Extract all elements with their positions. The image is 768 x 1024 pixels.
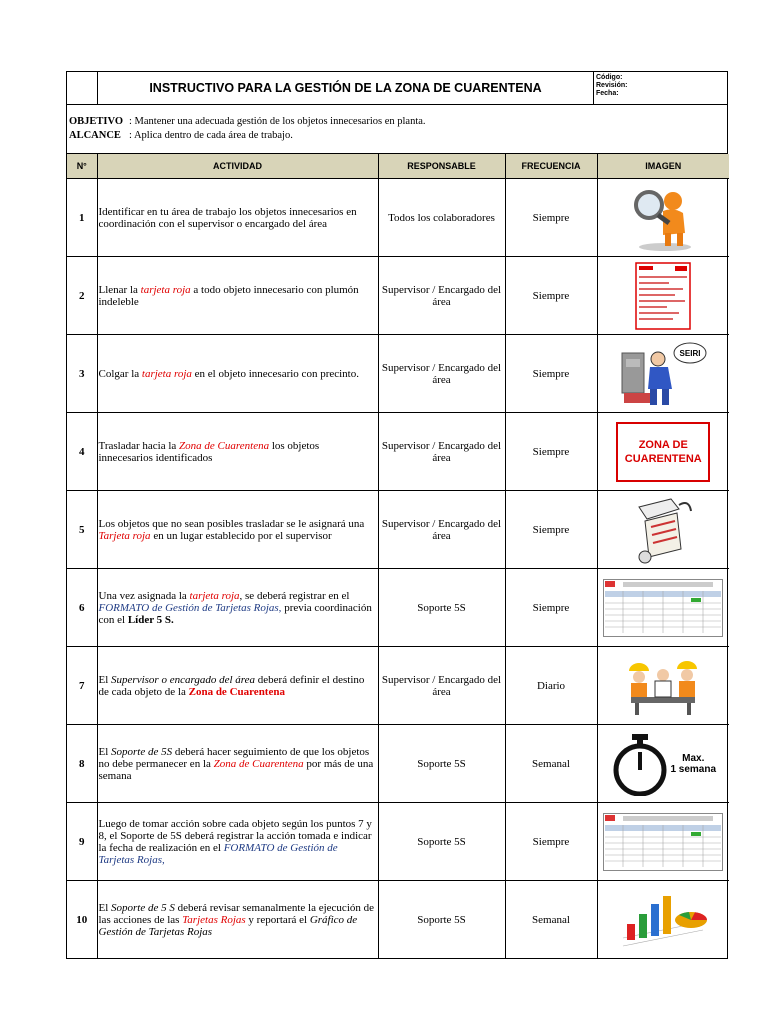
activity-cell <box>97 725 378 803</box>
instructivo-document <box>66 71 728 959</box>
objetivo-label: OBJETIVO <box>69 116 124 127</box>
tarjeta-roja-text: Tarjeta roja <box>98 529 151 542</box>
soporte-text: Soporte de 5 S <box>111 901 175 914</box>
table-row <box>67 803 729 881</box>
quarantine-zone-sign-icon: ZONA DE CUARENTENA <box>616 422 710 482</box>
image-cell <box>597 569 729 647</box>
activities-table <box>67 154 729 958</box>
seiri-label: SEIRI <box>679 348 701 358</box>
row-number: 6 <box>67 569 97 647</box>
stopwatch-icon <box>610 732 670 796</box>
zona-cuarentena-text: Zona de Cuarentena <box>213 757 304 770</box>
activity-text: y reportará el <box>245 913 310 926</box>
activity-cell <box>97 257 378 335</box>
supervisor-text: Supervisor o encargado del área <box>111 673 256 686</box>
responsable-cell: Supervisor / Encargado del área <box>378 647 505 725</box>
grafico-text: Gráfico de Gestión de Tarjetas Rojas <box>98 913 358 938</box>
activity-text: Llenar la <box>98 283 141 296</box>
frecuencia-cell: Diario <box>505 647 597 725</box>
activity-text: , se deberá registrar en el <box>239 589 350 602</box>
activity-cell <box>97 881 378 959</box>
activity-text: a todo objeto innecesario con plumón indeleble <box>98 283 359 308</box>
soporte-text: Soporte de 5S <box>111 745 173 758</box>
red-tag-form-icon <box>635 262 691 330</box>
table-row <box>67 647 729 725</box>
alcance-label: ALCANCE <box>69 130 121 141</box>
row-number: 9 <box>67 803 97 881</box>
activity-text: El <box>98 673 112 686</box>
col-imagen-header: IMAGEN <box>597 154 729 179</box>
frecuencia-cell: Siempre <box>505 803 597 881</box>
table-row <box>67 335 729 413</box>
frecuencia-cell: Siempre <box>505 569 597 647</box>
row-number: 7 <box>67 647 97 725</box>
image-cell <box>597 881 729 959</box>
max-semana-label <box>670 753 716 775</box>
document-title: INSTRUCTIVO PARA LA GESTIÓN DE LA ZONA DE CUARENTENA <box>98 72 594 104</box>
table-row <box>67 569 729 647</box>
image-cell <box>597 257 729 335</box>
tarjetas-rojas-text: Tarjetas Rojas <box>182 913 246 926</box>
activity-text: El <box>98 901 112 914</box>
document-header <box>67 72 727 105</box>
activity-cell <box>97 179 378 257</box>
activity-text: Identificar en tu área de trabajo los objetos innecesarios en coordinación con el supervisor o encargado del área <box>98 205 357 230</box>
logo-cell <box>67 72 98 104</box>
activity-cell <box>97 569 378 647</box>
row-number: 5 <box>67 491 97 569</box>
responsable-cell: Todos los colaboradores <box>378 179 505 257</box>
semana-label: 1 semana <box>670 763 717 775</box>
frecuencia-cell: Semanal <box>505 881 597 959</box>
responsable-cell: Soporte 5S <box>378 881 505 959</box>
objetivo-text: : Mantener una adecuada gestión de los objetos innecesarios en planta. <box>129 116 426 127</box>
formato-text: FORMATO de Gestión de Tarjetas Rojas, <box>98 841 338 866</box>
activity-text: Colgar la <box>98 367 142 380</box>
activity-cell <box>97 803 378 881</box>
col-actividad-header: ACTIVIDAD <box>97 154 378 179</box>
frecuencia-cell: Siempre <box>505 335 597 413</box>
activity-text: deberá hacer seguimiento de que los objetos no debe permanecer en la <box>98 745 370 770</box>
spreadsheet-form-icon <box>603 579 723 637</box>
document-meta <box>594 72 727 104</box>
activity-cell <box>97 491 378 569</box>
col-responsable-header: RESPONSABLE <box>378 154 505 179</box>
row-number: 1 <box>67 179 97 257</box>
frecuencia-cell: Siempre <box>505 257 597 335</box>
frecuencia-cell: Siempre <box>505 491 597 569</box>
activity-text: en un lugar establecido por el supervisor <box>150 529 332 542</box>
alcance-text: : Aplica dentro de cada área de trabajo. <box>129 130 293 141</box>
table-row <box>67 179 729 257</box>
zona-cuarentena-text: Zona de Cuarentena <box>188 685 285 698</box>
magnifier-person-icon <box>623 183 703 253</box>
responsable-cell: Soporte 5S <box>378 803 505 881</box>
table-row <box>67 257 729 335</box>
activity-text: deberá revisar semanalmente la ejecución de las acciones de las <box>98 901 375 926</box>
responsable-cell: Soporte 5S <box>378 569 505 647</box>
frecuencia-cell: Siempre <box>505 413 597 491</box>
row-number: 4 <box>67 413 97 491</box>
bar-pie-chart-icon <box>613 890 713 950</box>
activity-text: El <box>98 745 112 758</box>
activity-cell <box>97 335 378 413</box>
image-cell <box>597 647 729 725</box>
activity-text: los objetos innecesarios identificados <box>98 439 320 464</box>
zona-cuarentena-text: Zona de Cuarentena <box>179 439 270 452</box>
lider-text: Líder 5 S. <box>127 613 174 626</box>
image-cell <box>597 803 729 881</box>
row-number: 2 <box>67 257 97 335</box>
revision-label: Revisión: <box>596 82 628 89</box>
activity-text: previa coordinación con el <box>98 601 372 626</box>
workers-meeting-icon <box>621 655 705 717</box>
table-row <box>67 413 729 491</box>
activity-cell <box>97 647 378 725</box>
table-row <box>67 725 729 803</box>
image-cell <box>597 725 729 803</box>
fecha-label: Fecha: <box>596 90 619 97</box>
tarjeta-roja-text: tarjeta roja <box>141 367 192 380</box>
table-row <box>67 491 729 569</box>
col-num-header: N° <box>67 154 97 179</box>
seiri-worker-icon <box>618 339 708 409</box>
image-cell <box>597 179 729 257</box>
responsable-cell: Soporte 5S <box>378 725 505 803</box>
row-number: 8 <box>67 725 97 803</box>
frecuencia-cell: Semanal <box>505 725 597 803</box>
responsable-cell: Supervisor / Encargado del área <box>378 335 505 413</box>
tarjeta-roja-text: tarjeta roja <box>140 283 191 296</box>
tagged-objects-icon <box>631 495 695 565</box>
row-number: 10 <box>67 881 97 959</box>
image-cell <box>597 335 729 413</box>
spreadsheet-form-icon <box>603 813 723 871</box>
tarjeta-roja-text: tarjeta roja <box>189 589 240 602</box>
responsable-cell: Supervisor / Encargado del área <box>378 257 505 335</box>
activity-text: deberá definir el destino de cada objeto de la <box>98 673 365 698</box>
activity-text: Los objetos que no sean posibles trasladar se le asignará una <box>98 517 365 530</box>
activity-text: Luego de tomar acción sobre cada objeto según los puntos 7 y 8, el Soporte de 5S deberá registrar la acción tomada e indicar la fecha de realización en el <box>98 817 372 854</box>
activity-text: por más de una semana <box>98 757 374 782</box>
col-frecuencia-header: FRECUENCIA <box>505 154 597 179</box>
activity-text: Trasladar hacia la <box>98 439 180 452</box>
image-cell <box>597 491 729 569</box>
frecuencia-cell: Siempre <box>505 179 597 257</box>
codigo-label: Código: <box>596 74 623 81</box>
activity-text: Una vez asignada la <box>98 589 190 602</box>
objective-section <box>67 105 727 154</box>
responsable-cell: Supervisor / Encargado del área <box>378 491 505 569</box>
responsable-cell: Supervisor / Encargado del área <box>378 413 505 491</box>
formato-text: FORMATO de Gestión de Tarjetas Rojas, <box>98 601 282 614</box>
table-row <box>67 881 729 959</box>
image-cell <box>597 413 729 491</box>
activity-text: en el objeto innecesario con precinto. <box>191 367 359 380</box>
max-label: Max. <box>682 752 705 764</box>
activity-cell <box>97 413 378 491</box>
table-header-row <box>67 154 729 179</box>
row-number: 3 <box>67 335 97 413</box>
